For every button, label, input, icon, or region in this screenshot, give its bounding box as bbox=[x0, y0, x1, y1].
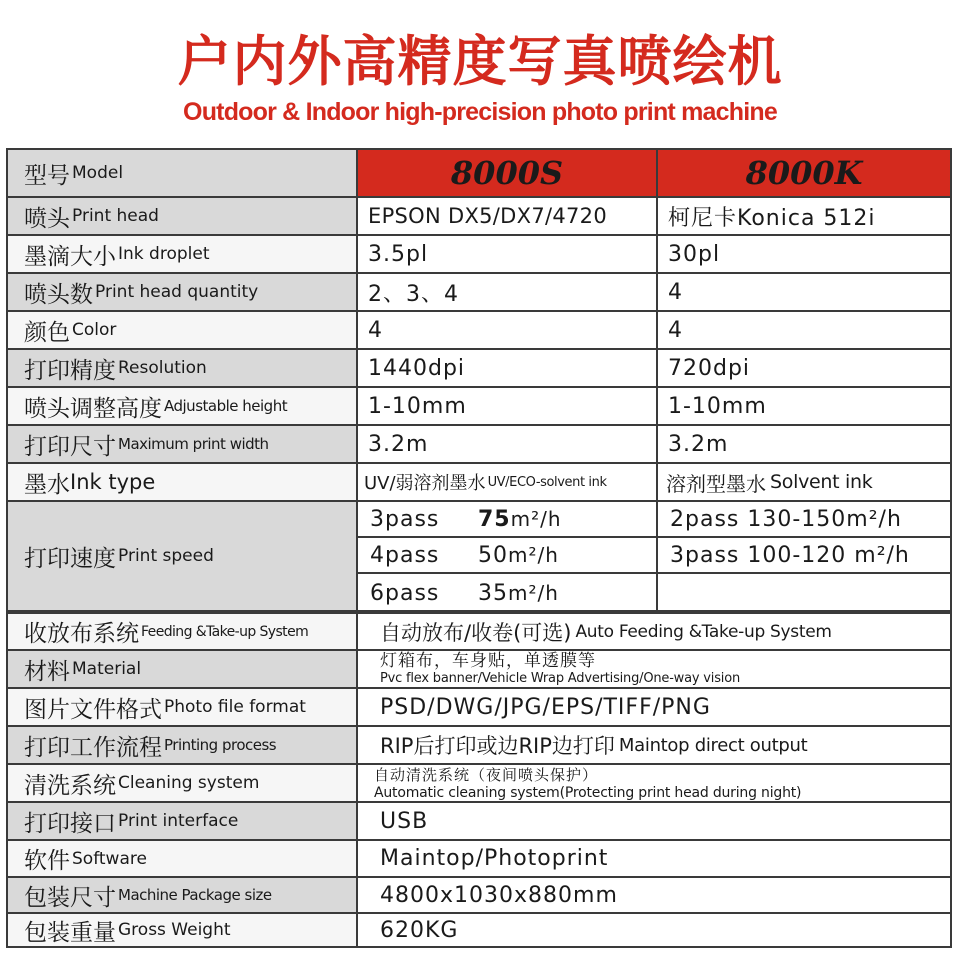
speed-8000s-row bbox=[358, 574, 658, 612]
label-cn: 型号 bbox=[24, 162, 70, 189]
label-cn: 图片文件格式 bbox=[24, 696, 162, 723]
label-en: Color bbox=[72, 320, 117, 340]
cell-8000s bbox=[358, 464, 658, 500]
label-cn: 材料 bbox=[24, 658, 70, 685]
row-label bbox=[8, 350, 358, 386]
table-row-weight bbox=[8, 914, 950, 946]
label-en: Adjustable height bbox=[164, 397, 288, 415]
speed-8000s-row bbox=[358, 538, 658, 574]
label-cn: 打印工作流程 bbox=[24, 734, 162, 761]
label-en: Printing process bbox=[164, 736, 277, 754]
label-en: Print head quantity bbox=[95, 282, 259, 302]
cell-8000s: 3.5pl bbox=[358, 236, 658, 272]
page-title-cn: 户内外高精度写真喷绘机 bbox=[177, 30, 783, 93]
speed-text: 2pass 130-150m²/h bbox=[670, 506, 902, 532]
table-row-material bbox=[8, 651, 950, 689]
cell-8000k: 4 bbox=[668, 317, 683, 343]
model-8000s: 8000S bbox=[358, 150, 658, 196]
row-label bbox=[8, 274, 358, 310]
cleaning-en: Automatic cleaning system(Protecting print head during night) bbox=[374, 785, 802, 801]
label-cn: 打印接口 bbox=[24, 810, 116, 837]
label-en: Machine Package size bbox=[118, 886, 272, 904]
spec-table bbox=[6, 148, 952, 948]
cell-8000k: 30pl bbox=[668, 241, 721, 267]
label-en: Ink droplet bbox=[118, 244, 210, 264]
label-en: Maximum print width bbox=[118, 435, 269, 453]
label-cn: 颜色 bbox=[24, 319, 70, 346]
table-row-feeding bbox=[8, 614, 950, 651]
table-row-cleaning bbox=[8, 765, 950, 803]
speed-unit: m²/h bbox=[508, 581, 559, 605]
row-label bbox=[8, 388, 358, 424]
process-en: Maintop direct output bbox=[618, 734, 808, 756]
label-cn: 打印速度 bbox=[24, 545, 116, 572]
row-label bbox=[8, 878, 358, 912]
speed-8000s-row bbox=[358, 502, 658, 538]
cell-8000s: 4 bbox=[358, 312, 658, 348]
material-cn: 灯箱布，车身贴，单透膜等 bbox=[380, 651, 596, 671]
cell-8000k: 柯尼卡Konica 512i bbox=[668, 205, 876, 231]
table-row-ink-type bbox=[8, 464, 950, 502]
label-en: Model bbox=[72, 163, 124, 183]
row-label bbox=[8, 651, 358, 687]
speed-value: 50 bbox=[478, 542, 508, 568]
label-cn: 收放布系统 bbox=[24, 621, 139, 647]
material-en: Pvc flex banner/Vehicle Wrap Advertising/One-way vision bbox=[380, 671, 740, 686]
cell-8000k bbox=[658, 464, 950, 500]
label-en: Feeding &Take-up System bbox=[141, 623, 309, 640]
row-label bbox=[8, 727, 358, 763]
ink-type-cn: 溶剂型墨水 bbox=[666, 471, 766, 496]
cleaning-cn: 自动清洗系统（夜间喷头保护） bbox=[374, 766, 599, 784]
label-en: Resolution bbox=[118, 358, 207, 378]
table-row-adjustable-height bbox=[8, 388, 950, 426]
speed-text: 3pass 100-120 m²/h bbox=[670, 542, 910, 568]
row-label bbox=[8, 689, 358, 725]
cell-8000s: 1-10mm bbox=[358, 388, 658, 424]
label-en: Software bbox=[72, 848, 147, 869]
label-cn: 墨滴大小 bbox=[24, 243, 116, 270]
label-en: Gross Weight bbox=[118, 920, 231, 940]
speed-value: 75 bbox=[478, 506, 511, 532]
row-label bbox=[8, 198, 358, 234]
table-row-file-format bbox=[8, 689, 950, 727]
row-label bbox=[8, 502, 358, 610]
row-label bbox=[8, 614, 358, 649]
ink-type-cn: UV/弱溶剂墨水 bbox=[364, 473, 486, 494]
model-8000k: 8000K bbox=[658, 150, 950, 196]
table-row-print-head bbox=[8, 198, 950, 236]
row-label bbox=[8, 765, 358, 801]
table-row-ink-droplet bbox=[8, 236, 950, 274]
cell-8000k: 3.2m bbox=[668, 431, 729, 457]
label-en: Ink type bbox=[70, 470, 156, 494]
label-cn: 喷头数 bbox=[24, 281, 93, 308]
speed-8000k-row bbox=[658, 538, 950, 574]
table-row-interface bbox=[8, 803, 950, 841]
cell-shared: 4800x1030x880mm bbox=[380, 882, 618, 908]
speed-pass: 3pass bbox=[370, 506, 440, 532]
ink-type-en: Solvent ink bbox=[770, 471, 873, 493]
cell-8000s: 1440dpi bbox=[358, 350, 658, 386]
row-label bbox=[8, 426, 358, 462]
cell-shared: Maintop/Photoprint bbox=[380, 846, 609, 871]
speed-8000k-empty bbox=[658, 574, 950, 612]
row-label bbox=[8, 150, 358, 196]
label-en: Print head bbox=[72, 206, 159, 226]
table-row-resolution bbox=[8, 350, 950, 388]
speed-8000k-row bbox=[658, 502, 950, 538]
cell-8000s: EPSON DX5/DX7/4720 bbox=[358, 198, 658, 234]
cell-8000k: 4 bbox=[668, 279, 683, 305]
speed-pass: 6pass bbox=[370, 580, 440, 606]
label-en: Print interface bbox=[118, 811, 239, 831]
row-label bbox=[8, 803, 358, 839]
label-cn: 喷头 bbox=[24, 205, 70, 232]
table-row-print-width bbox=[8, 426, 950, 464]
label-en: Print speed bbox=[118, 546, 214, 566]
cell-shared bbox=[358, 727, 950, 763]
table-row-head-quantity bbox=[8, 274, 950, 312]
cell-shared bbox=[358, 614, 950, 649]
label-cn: 喷头调整高度 bbox=[24, 395, 162, 422]
speed-unit: m²/h bbox=[510, 507, 562, 531]
table-row-print-speed bbox=[8, 502, 950, 612]
cell-shared: PSD/DWG/JPG/EPS/TIFF/PNG bbox=[380, 694, 711, 720]
speed-value: 35 bbox=[478, 580, 508, 606]
table-row-package-size bbox=[8, 878, 950, 914]
page-title-en: Outdoor & Indoor high-precision photo print machine bbox=[183, 98, 777, 126]
cell-8000k: 1-10mm bbox=[668, 393, 767, 419]
label-cn: 包装重量 bbox=[24, 919, 116, 946]
process-cn: RIP后打印或边RIP边打印 bbox=[380, 734, 615, 758]
cell-shared bbox=[358, 651, 950, 687]
table-row-color bbox=[8, 312, 950, 350]
label-cn: 软件 bbox=[24, 848, 70, 874]
feeding-cn: 自动放布/收卷(可选) bbox=[380, 620, 572, 645]
cell-8000s: 3.2m bbox=[358, 426, 658, 462]
speed-unit: m²/h bbox=[508, 543, 559, 567]
label-en: Material bbox=[72, 659, 142, 679]
table-row-software bbox=[8, 841, 950, 878]
speed-pass: 4pass bbox=[370, 542, 440, 568]
label-cn: 墨水 bbox=[24, 471, 70, 498]
label-cn: 清洗系统 bbox=[24, 772, 116, 799]
cell-shared bbox=[358, 765, 950, 801]
row-label bbox=[8, 914, 358, 946]
row-label bbox=[8, 464, 358, 500]
row-label bbox=[8, 312, 358, 348]
label-cn: 打印尺寸 bbox=[24, 433, 116, 460]
label-cn: 包装尺寸 bbox=[24, 884, 116, 911]
table-row-header bbox=[8, 150, 950, 198]
label-en: Photo file format bbox=[164, 697, 306, 717]
label-en: Cleaning system bbox=[118, 773, 260, 793]
cell-8000s: 2、3、4 bbox=[358, 274, 658, 310]
cell-shared: 620KG bbox=[380, 917, 459, 943]
cell-shared: USB bbox=[380, 808, 429, 834]
ink-type-en: UV/ECO-solvent ink bbox=[487, 474, 607, 490]
row-label bbox=[8, 841, 358, 876]
table-row-printing-process bbox=[8, 727, 950, 765]
cell-8000k: 720dpi bbox=[668, 355, 751, 381]
row-label bbox=[8, 236, 358, 272]
label-cn: 打印精度 bbox=[24, 357, 116, 384]
feeding-en: Auto Feeding &Take-up System bbox=[575, 621, 832, 642]
